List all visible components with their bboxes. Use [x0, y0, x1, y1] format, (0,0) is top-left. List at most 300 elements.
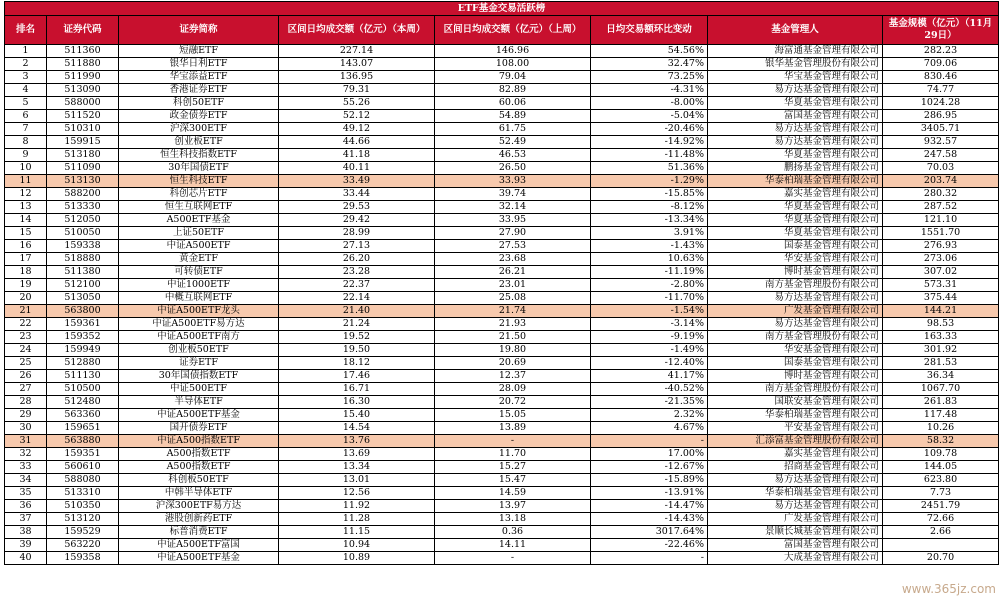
cell-name: 中证1000ETF	[119, 279, 279, 292]
cell-manager: 景顺长城基金管理有限公司	[708, 526, 883, 539]
cell-rank: 35	[5, 487, 47, 500]
cell-rank: 11	[5, 175, 47, 188]
cell-this-week: 13.01	[279, 474, 435, 487]
cell-change: -8.12%	[591, 201, 708, 214]
cell-size: 36.34	[883, 370, 999, 383]
cell-size: 1067.70	[883, 383, 999, 396]
cell-change: -1.54%	[591, 305, 708, 318]
cell-size: 247.58	[883, 149, 999, 162]
cell-size: 709.06	[883, 58, 999, 71]
cell-this-week: 41.18	[279, 149, 435, 162]
cell-code: 159358	[47, 552, 119, 565]
cell-rank: 25	[5, 357, 47, 370]
cell-size: 20.70	[883, 552, 999, 565]
cell-this-week: 143.07	[279, 58, 435, 71]
cell-code: 511990	[47, 71, 119, 84]
table-row	[5, 357, 999, 370]
cell-last-week: 46.53	[435, 149, 591, 162]
cell-code: 512880	[47, 357, 119, 370]
cell-change: -21.35%	[591, 396, 708, 409]
cell-manager: 招商基金管理有限公司	[708, 461, 883, 474]
cell-name: 30年国债ETF	[119, 162, 279, 175]
cell-rank: 14	[5, 214, 47, 227]
cell-size: 273.06	[883, 253, 999, 266]
cell-change: -	[591, 435, 708, 448]
cell-this-week: 33.49	[279, 175, 435, 188]
cell-code: 513090	[47, 84, 119, 97]
cell-rank: 36	[5, 500, 47, 513]
cell-change: -1.29%	[591, 175, 708, 188]
cell-name: 上证50ETF	[119, 227, 279, 240]
cell-rank: 33	[5, 461, 47, 474]
cell-last-week: 15.05	[435, 409, 591, 422]
table-row	[5, 487, 999, 500]
cell-this-week: 14.54	[279, 422, 435, 435]
cell-rank: 3	[5, 71, 47, 84]
cell-change: 17.00%	[591, 448, 708, 461]
cell-size: 70.03	[883, 162, 999, 175]
cell-code: 563220	[47, 539, 119, 552]
table-row	[5, 318, 999, 331]
cell-this-week: 10.89	[279, 552, 435, 565]
cell-last-week: 82.89	[435, 84, 591, 97]
cell-name: 半导体ETF	[119, 396, 279, 409]
cell-code: 159338	[47, 240, 119, 253]
cell-rank: 26	[5, 370, 47, 383]
table-row	[5, 162, 999, 175]
cell-manager: 华夏基金管理有限公司	[708, 214, 883, 227]
header-rank: 排名	[5, 16, 47, 45]
cell-this-week: 10.94	[279, 539, 435, 552]
table-row	[5, 435, 999, 448]
cell-this-week: 49.12	[279, 123, 435, 136]
cell-manager: 易方达基金管理有限公司	[708, 318, 883, 331]
cell-last-week: 14.59	[435, 487, 591, 500]
table-row	[5, 71, 999, 84]
cell-last-week: 21.74	[435, 305, 591, 318]
cell-size: 286.95	[883, 110, 999, 123]
cell-code: 513120	[47, 513, 119, 526]
cell-this-week: 44.66	[279, 136, 435, 149]
cell-manager: 易方达基金管理有限公司	[708, 474, 883, 487]
table-row	[5, 409, 999, 422]
table-row	[5, 305, 999, 318]
cell-this-week: 22.37	[279, 279, 435, 292]
cell-size: 261.83	[883, 396, 999, 409]
cell-this-week: 12.56	[279, 487, 435, 500]
cell-code: 159351	[47, 448, 119, 461]
cell-rank: 15	[5, 227, 47, 240]
cell-last-week: 12.37	[435, 370, 591, 383]
cell-name: 中证A500ETF基金	[119, 409, 279, 422]
cell-change: 10.63%	[591, 253, 708, 266]
cell-name: 政金债券ETF	[119, 110, 279, 123]
cell-manager: 华夏基金管理有限公司	[708, 149, 883, 162]
cell-this-week: 18.12	[279, 357, 435, 370]
cell-rank: 28	[5, 396, 47, 409]
table-row	[5, 175, 999, 188]
cell-change: 2.32%	[591, 409, 708, 422]
cell-rank: 9	[5, 149, 47, 162]
table-row	[5, 383, 999, 396]
cell-manager: 大成基金管理有限公司	[708, 552, 883, 565]
cell-last-week: 27.90	[435, 227, 591, 240]
cell-this-week: 29.53	[279, 201, 435, 214]
table-row	[5, 240, 999, 253]
cell-manager: 华夏基金管理有限公司	[708, 201, 883, 214]
cell-manager: 嘉实基金管理有限公司	[708, 188, 883, 201]
cell-manager: 平安基金管理有限公司	[708, 422, 883, 435]
cell-size: 375.44	[883, 292, 999, 305]
cell-rank: 39	[5, 539, 47, 552]
cell-size: 74.77	[883, 84, 999, 97]
cell-name: 香港证券ETF	[119, 84, 279, 97]
cell-name: 中证A500ETF易方达	[119, 318, 279, 331]
cell-code: 513330	[47, 201, 119, 214]
header-code: 证券代码	[47, 16, 119, 45]
cell-last-week: 13.97	[435, 500, 591, 513]
cell-size: 1551.70	[883, 227, 999, 240]
cell-change: -1.49%	[591, 344, 708, 357]
cell-code: 588000	[47, 97, 119, 110]
cell-size: 144.21	[883, 305, 999, 318]
cell-change: 73.25%	[591, 71, 708, 84]
header-name: 证券简称	[119, 16, 279, 45]
table-row	[5, 266, 999, 279]
cell-name: 黄金ETF	[119, 253, 279, 266]
cell-code: 511520	[47, 110, 119, 123]
cell-manager: 易方达基金管理有限公司	[708, 123, 883, 136]
table-row	[5, 110, 999, 123]
cell-size: 117.48	[883, 409, 999, 422]
cell-code: 511360	[47, 45, 119, 58]
cell-last-week: 23.68	[435, 253, 591, 266]
cell-name: 证券ETF	[119, 357, 279, 370]
table-row	[5, 396, 999, 409]
table-row	[5, 201, 999, 214]
cell-rank: 8	[5, 136, 47, 149]
cell-size: 287.52	[883, 201, 999, 214]
cell-this-week: 55.26	[279, 97, 435, 110]
cell-change: -3.14%	[591, 318, 708, 331]
cell-code: 588200	[47, 188, 119, 201]
cell-code: 563800	[47, 305, 119, 318]
cell-manager: 南方基金管理股份有限公司	[708, 279, 883, 292]
cell-size: 98.53	[883, 318, 999, 331]
cell-last-week: 13.18	[435, 513, 591, 526]
cell-manager: 易方达基金管理有限公司	[708, 500, 883, 513]
cell-change: -15.89%	[591, 474, 708, 487]
table-row	[5, 149, 999, 162]
cell-change: -15.85%	[591, 188, 708, 201]
cell-rank: 17	[5, 253, 47, 266]
cell-this-week: 40.11	[279, 162, 435, 175]
cell-change: -13.34%	[591, 214, 708, 227]
cell-name: 港股创新药ETF	[119, 513, 279, 526]
cell-this-week: 21.40	[279, 305, 435, 318]
cell-this-week: 33.44	[279, 188, 435, 201]
cell-rank: 1	[5, 45, 47, 58]
cell-manager: 富国基金管理有限公司	[708, 110, 883, 123]
cell-this-week: 16.71	[279, 383, 435, 396]
cell-this-week: 15.40	[279, 409, 435, 422]
cell-this-week: 79.31	[279, 84, 435, 97]
cell-name: 中证500ETF	[119, 383, 279, 396]
table-row	[5, 97, 999, 110]
cell-this-week: 28.99	[279, 227, 435, 240]
cell-change: -4.31%	[591, 84, 708, 97]
cell-code: 560610	[47, 461, 119, 474]
cell-manager: 易方达基金管理有限公司	[708, 84, 883, 97]
cell-last-week: 26.21	[435, 266, 591, 279]
cell-name: 沪深300ETF易方达	[119, 500, 279, 513]
cell-rank: 40	[5, 552, 47, 565]
cell-size: 276.93	[883, 240, 999, 253]
cell-this-week: 227.14	[279, 45, 435, 58]
table-row	[5, 552, 999, 565]
cell-change: -5.04%	[591, 110, 708, 123]
cell-change: -14.47%	[591, 500, 708, 513]
cell-change: -13.91%	[591, 487, 708, 500]
cell-this-week: 27.13	[279, 240, 435, 253]
table-row	[5, 370, 999, 383]
cell-rank: 4	[5, 84, 47, 97]
cell-manager: 华夏基金管理有限公司	[708, 97, 883, 110]
cell-code: 511380	[47, 266, 119, 279]
cell-code: 518880	[47, 253, 119, 266]
cell-rank: 7	[5, 123, 47, 136]
cell-change: 54.56%	[591, 45, 708, 58]
cell-change: 41.17%	[591, 370, 708, 383]
cell-manager: 南方基金管理股份有限公司	[708, 383, 883, 396]
cell-name: 创业板ETF	[119, 136, 279, 149]
cell-last-week: 33.93	[435, 175, 591, 188]
cell-change: 4.67%	[591, 422, 708, 435]
cell-name: 标普消费ETF	[119, 526, 279, 539]
cell-rank: 24	[5, 344, 47, 357]
cell-last-week: 11.70	[435, 448, 591, 461]
cell-this-week: 21.24	[279, 318, 435, 331]
cell-last-week: 20.72	[435, 396, 591, 409]
cell-this-week: 11.28	[279, 513, 435, 526]
cell-change: -	[591, 552, 708, 565]
cell-change: -1.43%	[591, 240, 708, 253]
cell-last-week: 60.06	[435, 97, 591, 110]
cell-rank: 5	[5, 97, 47, 110]
table-body	[5, 45, 999, 565]
cell-this-week: 13.69	[279, 448, 435, 461]
cell-change: -22.46%	[591, 539, 708, 552]
cell-last-week: 61.75	[435, 123, 591, 136]
cell-rank: 12	[5, 188, 47, 201]
cell-last-week: 19.80	[435, 344, 591, 357]
cell-last-week: 14.11	[435, 539, 591, 552]
cell-manager: 易方达基金管理有限公司	[708, 136, 883, 149]
cell-last-week: 79.04	[435, 71, 591, 84]
cell-name: 中证A500指数ETF	[119, 435, 279, 448]
cell-name: 科创板50ETF	[119, 474, 279, 487]
cell-change: 3017.64%	[591, 526, 708, 539]
cell-name: 恒生互联网ETF	[119, 201, 279, 214]
table-row	[5, 58, 999, 71]
cell-change: -11.70%	[591, 292, 708, 305]
cell-change: -14.43%	[591, 513, 708, 526]
cell-last-week: 108.00	[435, 58, 591, 71]
cell-size: 121.10	[883, 214, 999, 227]
cell-rank: 2	[5, 58, 47, 71]
cell-size: 7.73	[883, 487, 999, 500]
cell-rank: 19	[5, 279, 47, 292]
cell-manager: 华夏基金管理有限公司	[708, 227, 883, 240]
cell-manager: 国联安基金管理有限公司	[708, 396, 883, 409]
cell-code: 512050	[47, 214, 119, 227]
cell-rank: 38	[5, 526, 47, 539]
cell-name: A500ETF基金	[119, 214, 279, 227]
cell-size: 623.80	[883, 474, 999, 487]
cell-size: 301.92	[883, 344, 999, 357]
cell-last-week: 0.36	[435, 526, 591, 539]
cell-code: 159529	[47, 526, 119, 539]
etf-ranking-table	[4, 1, 999, 565]
cell-code: 510350	[47, 500, 119, 513]
cell-rank: 20	[5, 292, 47, 305]
cell-name: 中证A500ETF南方	[119, 331, 279, 344]
table-row	[5, 227, 999, 240]
cell-size: 10.26	[883, 422, 999, 435]
cell-last-week: 33.95	[435, 214, 591, 227]
cell-code: 159352	[47, 331, 119, 344]
cell-change: -20.46%	[591, 123, 708, 136]
cell-last-week: 21.93	[435, 318, 591, 331]
cell-name: 中概互联网ETF	[119, 292, 279, 305]
cell-rank: 34	[5, 474, 47, 487]
cell-change: 32.47%	[591, 58, 708, 71]
cell-name: 华宝添益ETF	[119, 71, 279, 84]
cell-change: -9.19%	[591, 331, 708, 344]
cell-code: 512480	[47, 396, 119, 409]
cell-manager: 鹏扬基金管理有限公司	[708, 162, 883, 175]
cell-last-week: 26.50	[435, 162, 591, 175]
cell-code: 159361	[47, 318, 119, 331]
cell-this-week: 19.52	[279, 331, 435, 344]
cell-rank: 37	[5, 513, 47, 526]
table-row	[5, 474, 999, 487]
cell-rank: 32	[5, 448, 47, 461]
cell-change: 51.36%	[591, 162, 708, 175]
header-manager: 基金管理人	[708, 16, 883, 45]
table-row	[5, 279, 999, 292]
cell-size: 203.74	[883, 175, 999, 188]
table-row	[5, 461, 999, 474]
cell-manager: 广发基金管理有限公司	[708, 513, 883, 526]
cell-manager: 广发基金管理有限公司	[708, 305, 883, 318]
cell-rank: 16	[5, 240, 47, 253]
table-row	[5, 123, 999, 136]
cell-rank: 23	[5, 331, 47, 344]
header-last-week: 区间日均成交额（亿元）（上周）	[435, 16, 591, 45]
cell-code: 510050	[47, 227, 119, 240]
cell-name: 科创芯片ETF	[119, 188, 279, 201]
header-change: 日均交易额环比变动	[591, 16, 708, 45]
cell-last-week: 28.09	[435, 383, 591, 396]
cell-last-week: 23.01	[435, 279, 591, 292]
cell-name: A500指数ETF	[119, 448, 279, 461]
cell-last-week: 20.69	[435, 357, 591, 370]
cell-manager: 富国基金管理有限公司	[708, 539, 883, 552]
cell-size: 109.78	[883, 448, 999, 461]
cell-code: 159915	[47, 136, 119, 149]
cell-change: -11.48%	[591, 149, 708, 162]
cell-name: 中韩半导体ETF	[119, 487, 279, 500]
cell-this-week: 11.92	[279, 500, 435, 513]
cell-name: 短融ETF	[119, 45, 279, 58]
cell-last-week: 15.47	[435, 474, 591, 487]
cell-last-week: -	[435, 552, 591, 565]
table-row	[5, 188, 999, 201]
cell-code: 511130	[47, 370, 119, 383]
cell-this-week: 29.42	[279, 214, 435, 227]
cell-manager: 海富通基金管理有限公司	[708, 45, 883, 58]
cell-code: 510500	[47, 383, 119, 396]
cell-last-week: 146.96	[435, 45, 591, 58]
cell-name: 恒生科技ETF	[119, 175, 279, 188]
cell-change: -8.00%	[591, 97, 708, 110]
cell-rank: 21	[5, 305, 47, 318]
cell-last-week: 39.74	[435, 188, 591, 201]
cell-change: -12.40%	[591, 357, 708, 370]
cell-rank: 13	[5, 201, 47, 214]
cell-this-week: 52.12	[279, 110, 435, 123]
cell-this-week: 17.46	[279, 370, 435, 383]
cell-size: 2451.79	[883, 500, 999, 513]
cell-last-week: 52.49	[435, 136, 591, 149]
cell-rank: 6	[5, 110, 47, 123]
cell-rank: 27	[5, 383, 47, 396]
cell-size: 280.32	[883, 188, 999, 201]
table-row	[5, 539, 999, 552]
table-row	[5, 45, 999, 58]
cell-name: 中证A500ETF基金	[119, 552, 279, 565]
cell-size: 307.02	[883, 266, 999, 279]
cell-rank: 31	[5, 435, 47, 448]
cell-manager: 国泰基金管理有限公司	[708, 240, 883, 253]
cell-this-week: 19.50	[279, 344, 435, 357]
cell-name: 中证A500ETF富国	[119, 539, 279, 552]
cell-rank: 29	[5, 409, 47, 422]
cell-this-week: 16.30	[279, 396, 435, 409]
table-row	[5, 344, 999, 357]
cell-name: A500指数ETF	[119, 461, 279, 474]
cell-size: 932.57	[883, 136, 999, 149]
cell-manager: 易方达基金管理有限公司	[708, 292, 883, 305]
table-row	[5, 253, 999, 266]
table-title: ETF基金交易活跃榜	[5, 2, 999, 16]
cell-name: 沪深300ETF	[119, 123, 279, 136]
cell-this-week: 26.20	[279, 253, 435, 266]
cell-manager: 华泰柏瑞基金管理有限公司	[708, 487, 883, 500]
cell-code: 511090	[47, 162, 119, 175]
table-row	[5, 526, 999, 539]
cell-code: 563880	[47, 435, 119, 448]
cell-last-week: 32.14	[435, 201, 591, 214]
cell-change: -11.19%	[591, 266, 708, 279]
cell-size: 72.66	[883, 513, 999, 526]
watermark: www.365jz.com	[901, 582, 996, 596]
table-row	[5, 422, 999, 435]
cell-change: -2.80%	[591, 279, 708, 292]
cell-rank: 10	[5, 162, 47, 175]
cell-rank: 22	[5, 318, 47, 331]
